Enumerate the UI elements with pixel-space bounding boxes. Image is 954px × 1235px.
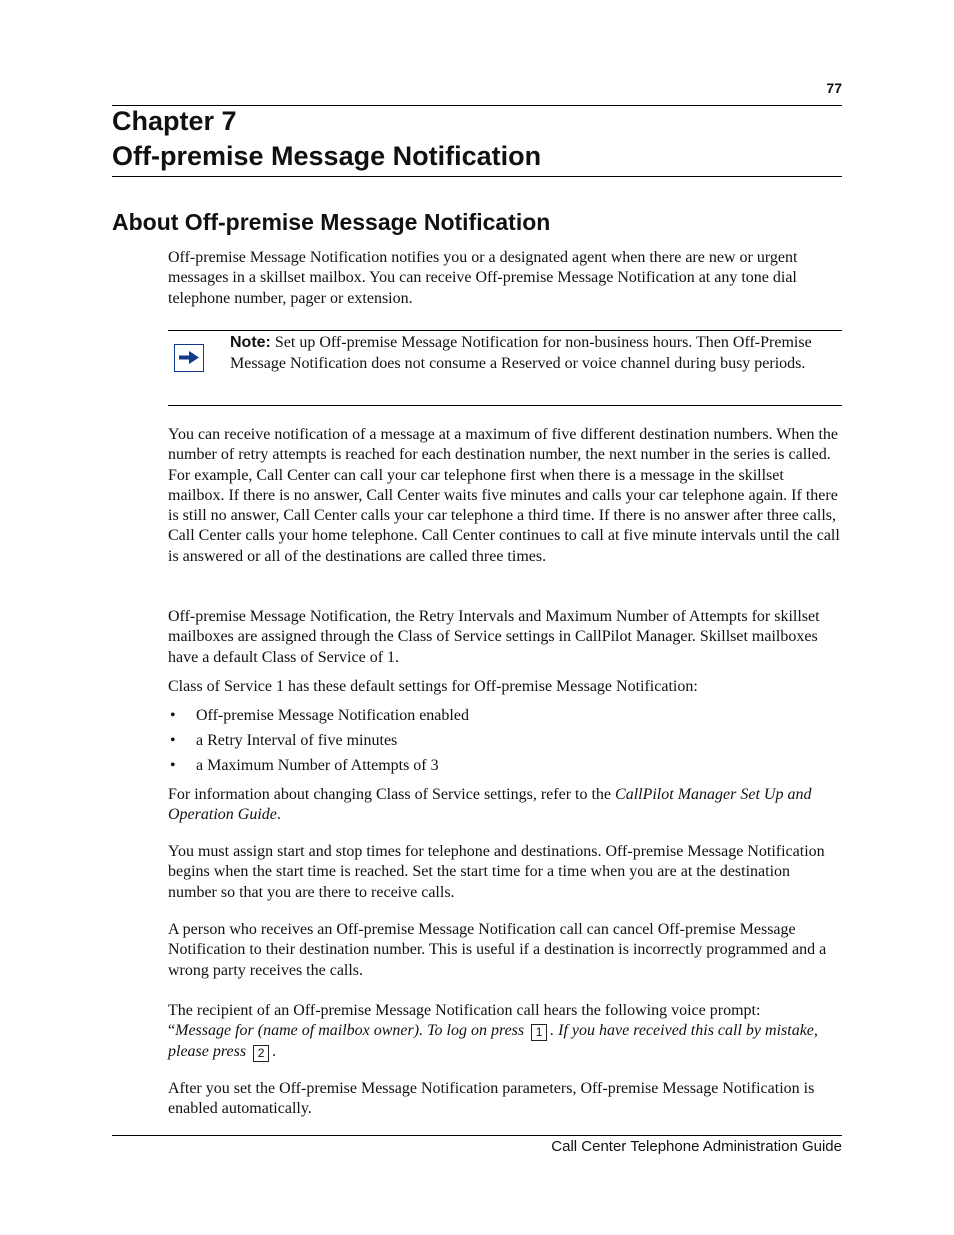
list-item (168, 706, 469, 731)
defaults-list (168, 706, 469, 781)
more-info-paragraph (168, 785, 840, 826)
list-item-text: Off-premise Message Notification enabled (196, 707, 469, 724)
chapter-title (112, 104, 842, 174)
bullet-dot: • (170, 732, 176, 749)
footer-rule (112, 1135, 842, 1136)
cancel-paragraph (168, 920, 840, 981)
prompt-end: . (272, 1042, 277, 1060)
prompt-part-2: . If you have received this call by mistake, please press (168, 1022, 818, 1060)
footer-title: Call Center Telephone Administration Guide (551, 1138, 842, 1155)
note-label: Note: (230, 334, 271, 351)
bullet-dot: • (170, 757, 176, 774)
prompt-part-1: Message for (name of mailbox owner). To log on press (175, 1022, 529, 1040)
voice-prompt-text (168, 1001, 840, 1062)
more-info-lead: For information about changing Class of Service settings, refer to the (168, 786, 616, 803)
start-stop-text: You must assign start and stop times for telephone and destinations. Off-premise Message Notification begins when the start time is reached. Set the start time for a time when you are at the destination number so that you are there to receive calls. (168, 843, 825, 901)
page-number: 77 (826, 80, 842, 96)
section-heading: About Off-premise Message Notification (112, 209, 551, 235)
intro-text: Off-premise Message Notification notifies you or a designated agent when there are new or urgent messages in a skillset mailbox. You can receive Off-premise Message Notification at any tone dial telephone number, pager or extension. (168, 249, 798, 307)
destinations-text: You can receive notification of a message at a maximum of five different destination numbers. When the number of retry attempts is reached for each destination number, the next number in the series is called. For example, Call Center can call your car telephone first when there is a message in the skillset mailbox. If there is no answer, Call Center waits five minutes and calls your car telephone again. If there is still no answer, Call Center calls your car telephone a third time. If there is no answer after three calls, Call Center calls your home telephone. Call Center continues to call at five minute intervals until the call is answered or all of the destinations are called three times. (168, 426, 840, 565)
defaults-intro-text: Class of Service 1 has these default settings for Off-premise Message Notification: (168, 678, 698, 695)
note-box (168, 330, 842, 405)
voice-prompt-paragraph (168, 1001, 840, 1062)
destinations-paragraph (168, 425, 840, 567)
list-item-text: a Maximum Number of Attempts of 3 (196, 757, 439, 774)
note-body: Set up Off-premise Message Notification for non-business hours. Then Off-Premise Message Notification does not consume a Reserved or voice channel during busy periods. (230, 334, 812, 372)
key-1-icon: 1 (531, 1024, 547, 1041)
chapter-label: Chapter 7 (112, 106, 237, 136)
enabled-paragraph (168, 1079, 840, 1120)
chapter-bottom-rule (112, 176, 842, 177)
guide-title: CallPilot Manager Set Up and Operation Guide (168, 786, 812, 824)
list-item-text: a Retry Interval of five minutes (196, 732, 398, 749)
more-info-end: . (276, 806, 281, 824)
bullet-dot: • (170, 707, 176, 724)
note-text (230, 333, 842, 374)
chapter-name: Off-premise Message Notification (112, 141, 542, 171)
cancel-text: A person who receives an Off-premise Message Notification call can cancel Off-premise Message Notification to their destination number. This is useful if a destination is incorrectly programmed and a wrong party receives the calls. (168, 921, 827, 979)
note-bottom-rule (168, 405, 842, 406)
open-quote: “ (168, 1022, 176, 1040)
defaults-intro-paragraph (168, 677, 840, 697)
more-info-text (168, 785, 840, 826)
intro-paragraph (168, 248, 840, 309)
list-item (168, 756, 469, 781)
list-item (168, 731, 469, 756)
start-stop-paragraph (168, 842, 840, 903)
arrow-right-icon (174, 344, 204, 372)
class-of-service-paragraph (168, 607, 840, 668)
key-2-icon: 2 (253, 1045, 269, 1062)
class-of-service-text: Off-premise Message Notification, the Retry Intervals and Maximum Number of Attempts for skillset mailboxes are assigned through the Class of Service settings in CallPilot Manager. Skillset mailboxes have a default Class of Service of 1. (168, 608, 820, 666)
enabled-text: After you set the Off-premise Message Notification parameters, Off-premise Message Notification is enabled automatically. (168, 1080, 815, 1118)
voice-prompt-lead: The recipient of an Off-premise Message Notification call hears the following voice prompt: (168, 1002, 761, 1019)
